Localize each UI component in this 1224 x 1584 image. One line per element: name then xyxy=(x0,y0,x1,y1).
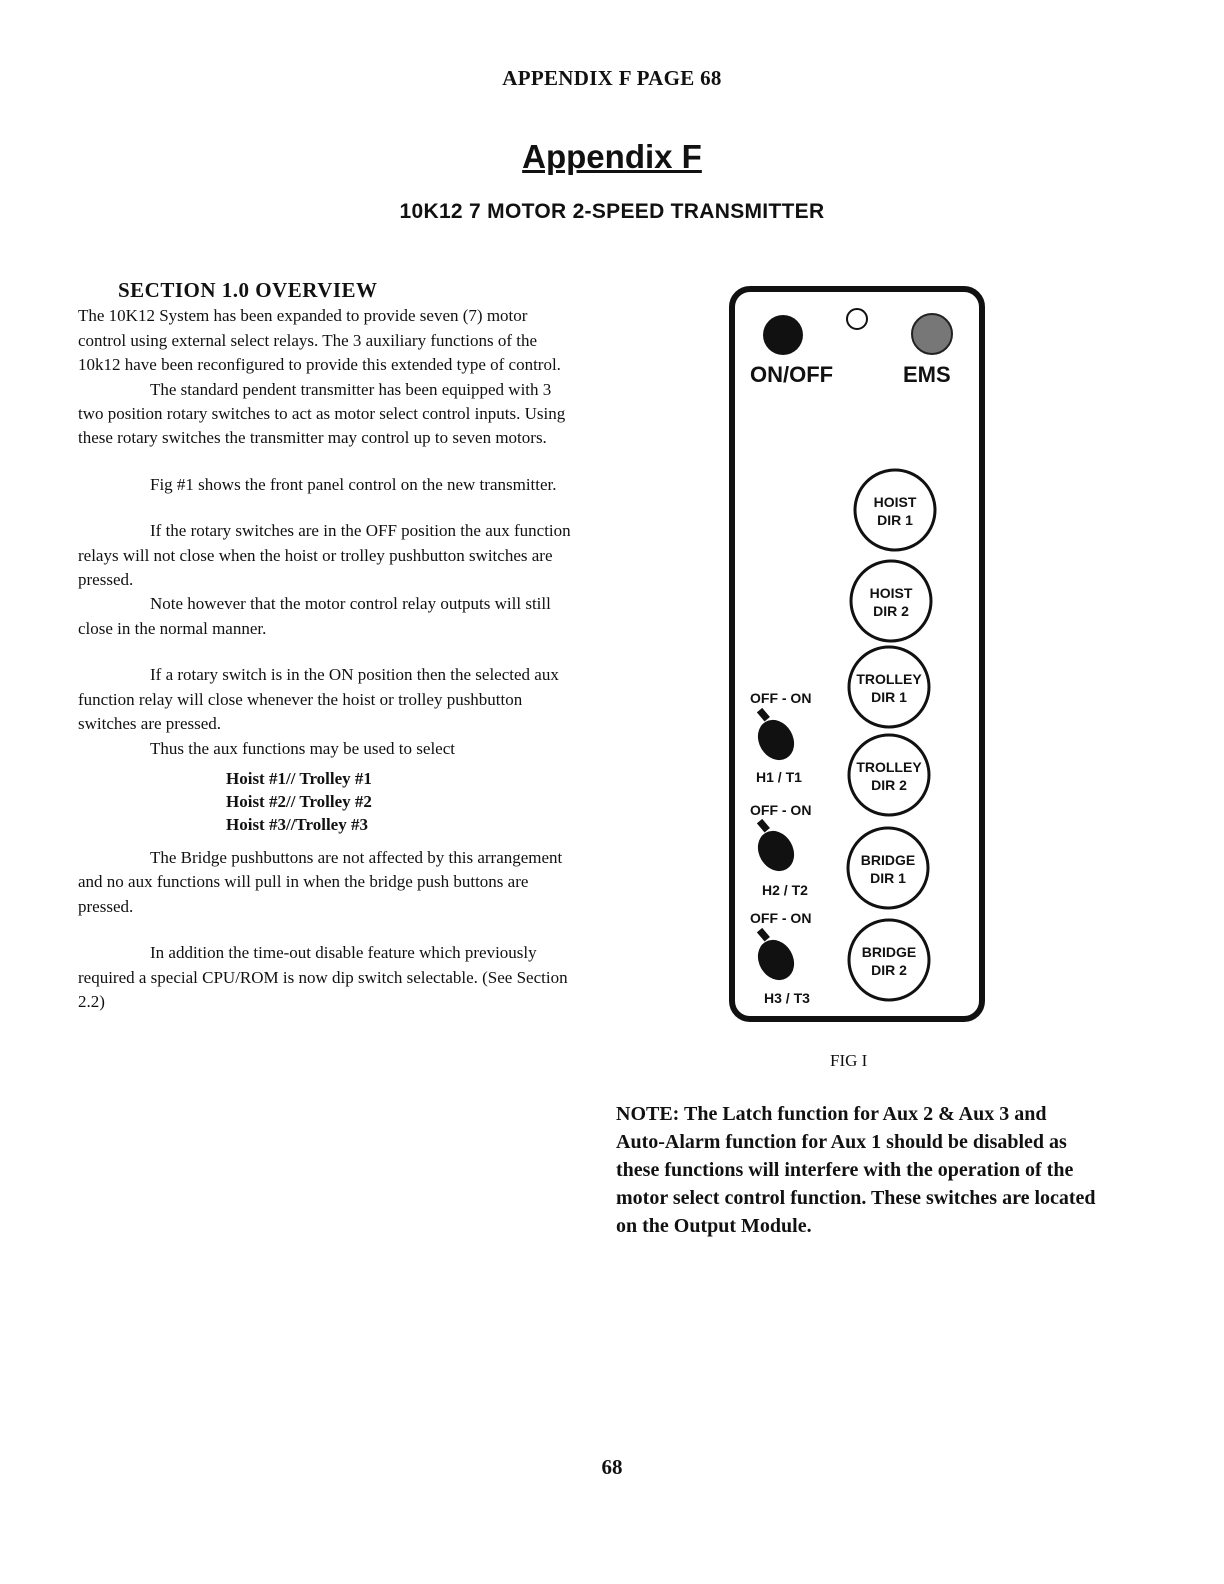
trolley-dir-1-button xyxy=(849,647,929,727)
trolley-dir-2-button xyxy=(849,735,929,815)
button-label-line2: DIR 1 xyxy=(870,870,906,886)
bridge-dir-1-button xyxy=(848,828,928,908)
button-label-line1: TROLLEY xyxy=(856,759,922,775)
switch-top-label: OFF - ON xyxy=(750,802,812,818)
paragraph-4: If the rotary switches are in the OFF position the aux function relays will not close when the hoist or trolley pushbutton switches are pressed. xyxy=(78,521,571,590)
page-title: Appendix F xyxy=(522,138,702,175)
list-item: Hoist #2// Trolley #2 xyxy=(226,791,372,811)
section-heading: SECTION 1.0 OVERVIEW xyxy=(118,278,378,302)
hoist-trolley-list xyxy=(226,767,578,836)
button-label-line2: DIR 1 xyxy=(877,512,913,528)
paragraph-9: In addition the time-out disable feature which previously required a special CPU/ROM is now dip switch selectable. (See Section 2.2) xyxy=(78,943,568,1011)
bridge-dir-2-button xyxy=(849,920,929,1000)
switch-top-label: OFF - ON xyxy=(750,690,812,706)
button-label-line1: TROLLEY xyxy=(856,671,922,687)
button-label-line2: DIR 2 xyxy=(871,777,907,793)
indicator-led-icon xyxy=(847,309,867,329)
switch-top-label: OFF - ON xyxy=(750,910,812,926)
paragraph-5: Note however that the motor control relay outputs will still close in the normal manner. xyxy=(78,594,551,638)
paragraph-8: The Bridge pushbuttons are not affected by this arrangement and no aux functions will pull in when the bridge push buttons are pressed. xyxy=(78,847,563,916)
note-paragraph: NOTE: The Latch function for Aux 2 & Aux 3 and Auto-Alarm function for Aux 1 should be disabled as these functions will interfere with the operation of the motor select control function. These switches are located on the Output Module. xyxy=(616,1103,1096,1237)
hoist-dir-1-button xyxy=(855,470,935,550)
button-label-line2: DIR 2 xyxy=(871,962,907,978)
button-label-line1: HOIST xyxy=(869,585,913,601)
list-item: Hoist #1// Trolley #1 xyxy=(226,768,372,788)
page-number: 68 xyxy=(601,1455,623,1479)
button-label-line2: DIR 1 xyxy=(871,689,907,705)
ems-button-dot xyxy=(912,314,952,354)
page-subtitle: 10K12 7 MOTOR 2-SPEED TRANSMITTER xyxy=(399,200,825,223)
switch-bottom-label: H3 / T3 xyxy=(764,990,810,1006)
transmitter-diagram xyxy=(726,285,988,1025)
button-label-line1: BRIDGE xyxy=(861,944,917,960)
on-off-button-dot xyxy=(763,315,803,355)
figure-caption: FIG I xyxy=(830,1051,868,1070)
hoist-dir-2-button xyxy=(851,561,931,641)
paragraph-1: The 10K12 System has been expanded to provide seven (7) motor control using external select relays. The 3 auxiliary functions of the 10k12 have been reconfigured to provide this extended type of control. xyxy=(78,306,561,375)
paragraph-6: If a rotary switch is in the ON position then the selected aux function relay will close whenever the hoist or trolley pushbutton switches are pressed. xyxy=(78,665,559,734)
button-label-line1: BRIDGE xyxy=(860,852,916,868)
button-label-line2: DIR 2 xyxy=(873,603,909,619)
list-item: Hoist #3//Trolley #3 xyxy=(226,814,368,834)
on-off-label: ON/OFF xyxy=(750,362,834,387)
switch-bottom-label: H2 / T2 xyxy=(762,882,808,898)
button-label-line1: HOIST xyxy=(873,494,917,510)
paragraph-7: Thus the aux functions may be used to select xyxy=(150,738,455,758)
ems-label: EMS xyxy=(903,362,951,387)
paragraph-3: Fig #1 shows the front panel control on the new transmitter. xyxy=(150,474,557,494)
running-header: APPENDIX F PAGE 68 xyxy=(502,66,722,90)
switch-bottom-label: H1 / T1 xyxy=(756,769,802,785)
paragraph-2: The standard pendent transmitter has been equipped with 3 two position rotary switches to act as motor select control inputs. Using these rotary switches the transmitter may control up to seven motors. xyxy=(78,379,566,448)
overview-section xyxy=(78,278,578,1014)
